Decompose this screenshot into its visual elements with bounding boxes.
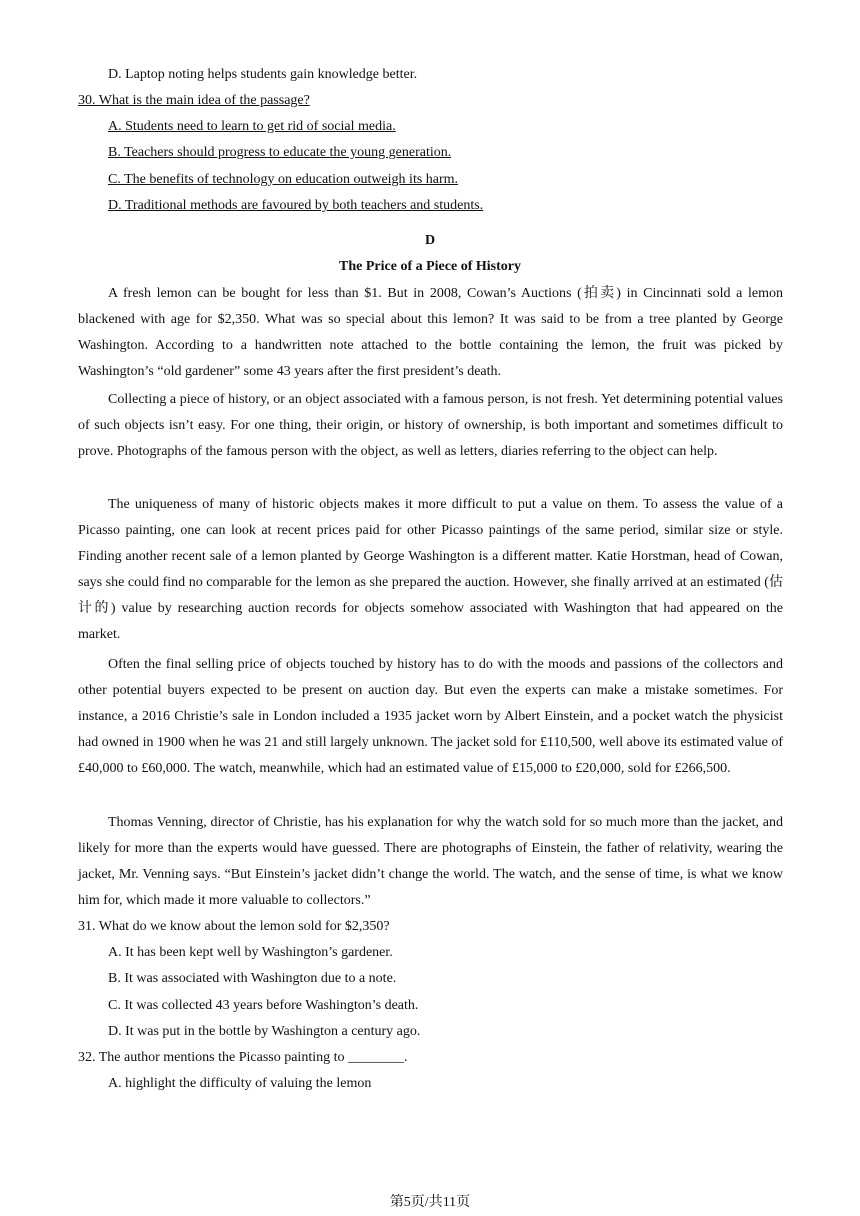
section-letter: D bbox=[424, 233, 436, 248]
paragraph-5: Thomas Venning, director of Christie, has his explanation for why the watch sold for so much more than the jacket, and likely for more than the experts would have guessed. There are photographs of Einstein, the father of relativity, wearing the jacket, Mr. Venning says. “But Einstein’s jacket didn’t change the world. The watch, and the sense of time, is what we know him for, which made it more valuable to collectors.” bbox=[78, 815, 783, 908]
paragraph-2: Collecting a piece of history, or an object associated with a famous person, is not fresh. Yet determining potential values of such objects isn’t easy. For one thing, their origin, or history of ownership, is both important and sometimes difficult to prove. Photographs of the famous person with the object, as well as letters, diaries referring to the object can help. bbox=[78, 392, 783, 459]
q30-option-d: D. Traditional methods are favoured by both teachers and students. bbox=[108, 198, 484, 213]
q30-question: 30. What is the main idea of the passage? bbox=[78, 93, 310, 108]
q31-question: 31. What do we know about the lemon sold for $2,350? bbox=[78, 919, 390, 934]
q30-option-c: C. The benefits of technology on education outweigh its harm. bbox=[108, 172, 459, 187]
paragraph-3: The uniqueness of many of historic objects makes it more difficult to put a value on them. To assess the value of a Picasso painting, one can look at recent prices paid for other Picasso paintings of the same period, similar size or style. Finding another recent sale of a lemon planted by George Washington is a different matter. Katie Horstman, head of Cowan, says she could find no comparable for the lemon as she prepared the auction. However, she finally arrived at an estimated (估计的) value by researching auction records for objects somehow associated with Washington that had appeared on the market. bbox=[78, 497, 783, 642]
q30-option-b: B. Teachers should progress to educate the young generation. bbox=[108, 145, 452, 160]
q30-option-a: A. Students need to learn to get rid of social media. bbox=[108, 119, 396, 134]
page-footer: 第5页/共11页 bbox=[389, 1195, 471, 1210]
q31-option-b: B. It was associated with Washington due to a note. bbox=[108, 971, 397, 986]
q32-question: 32. The author mentions the Picasso painting to ________. bbox=[78, 1050, 408, 1065]
q31-option-d: D. It was put in the bottle by Washington a century ago. bbox=[108, 1024, 421, 1039]
paragraph-1: A fresh lemon can be bought for less than $1. But in 2008, Cowan’s Auctions (拍卖) in Cincinnati sold a lemon blackened with age for $2,350. What was so special about this lemon? It was said to be from a tree planted by George Washington. According to a handwritten note attached to the bottle containing the lemon, the fruit was picked by Washington’s “old gardener” some 43 years after the first president’s death. bbox=[78, 286, 783, 379]
q31-option-c: C. It was collected 43 years before Washington’s death. bbox=[108, 998, 419, 1013]
passage-title: The Price of a Piece of History bbox=[339, 259, 521, 274]
q31-option-a: A. It has been kept well by Washington’s gardener. bbox=[108, 945, 393, 960]
q29-option-d: D. Laptop noting helps students gain knowledge better. bbox=[108, 67, 418, 82]
paragraph-4: Often the final selling price of objects touched by history has to do with the moods and passions of the collectors and other potential buyers expected to be present on auction day. But even the experts can make a mistake sometimes. For instance, a 2016 Christie’s sale in London included a 1935 jacket worn by Albert Einstein, and a pocket watch the physicist had owned in 1900 when he was 21 and still largely unknown. The jacket sold for £110,500, well above its estimated value of £40,000 to £60,000. The watch, meanwhile, which had an estimated value of £15,000 to £20,000, sold for £266,500. bbox=[78, 657, 783, 776]
q32-option-a: A. highlight the difficulty of valuing the lemon bbox=[108, 1076, 372, 1091]
